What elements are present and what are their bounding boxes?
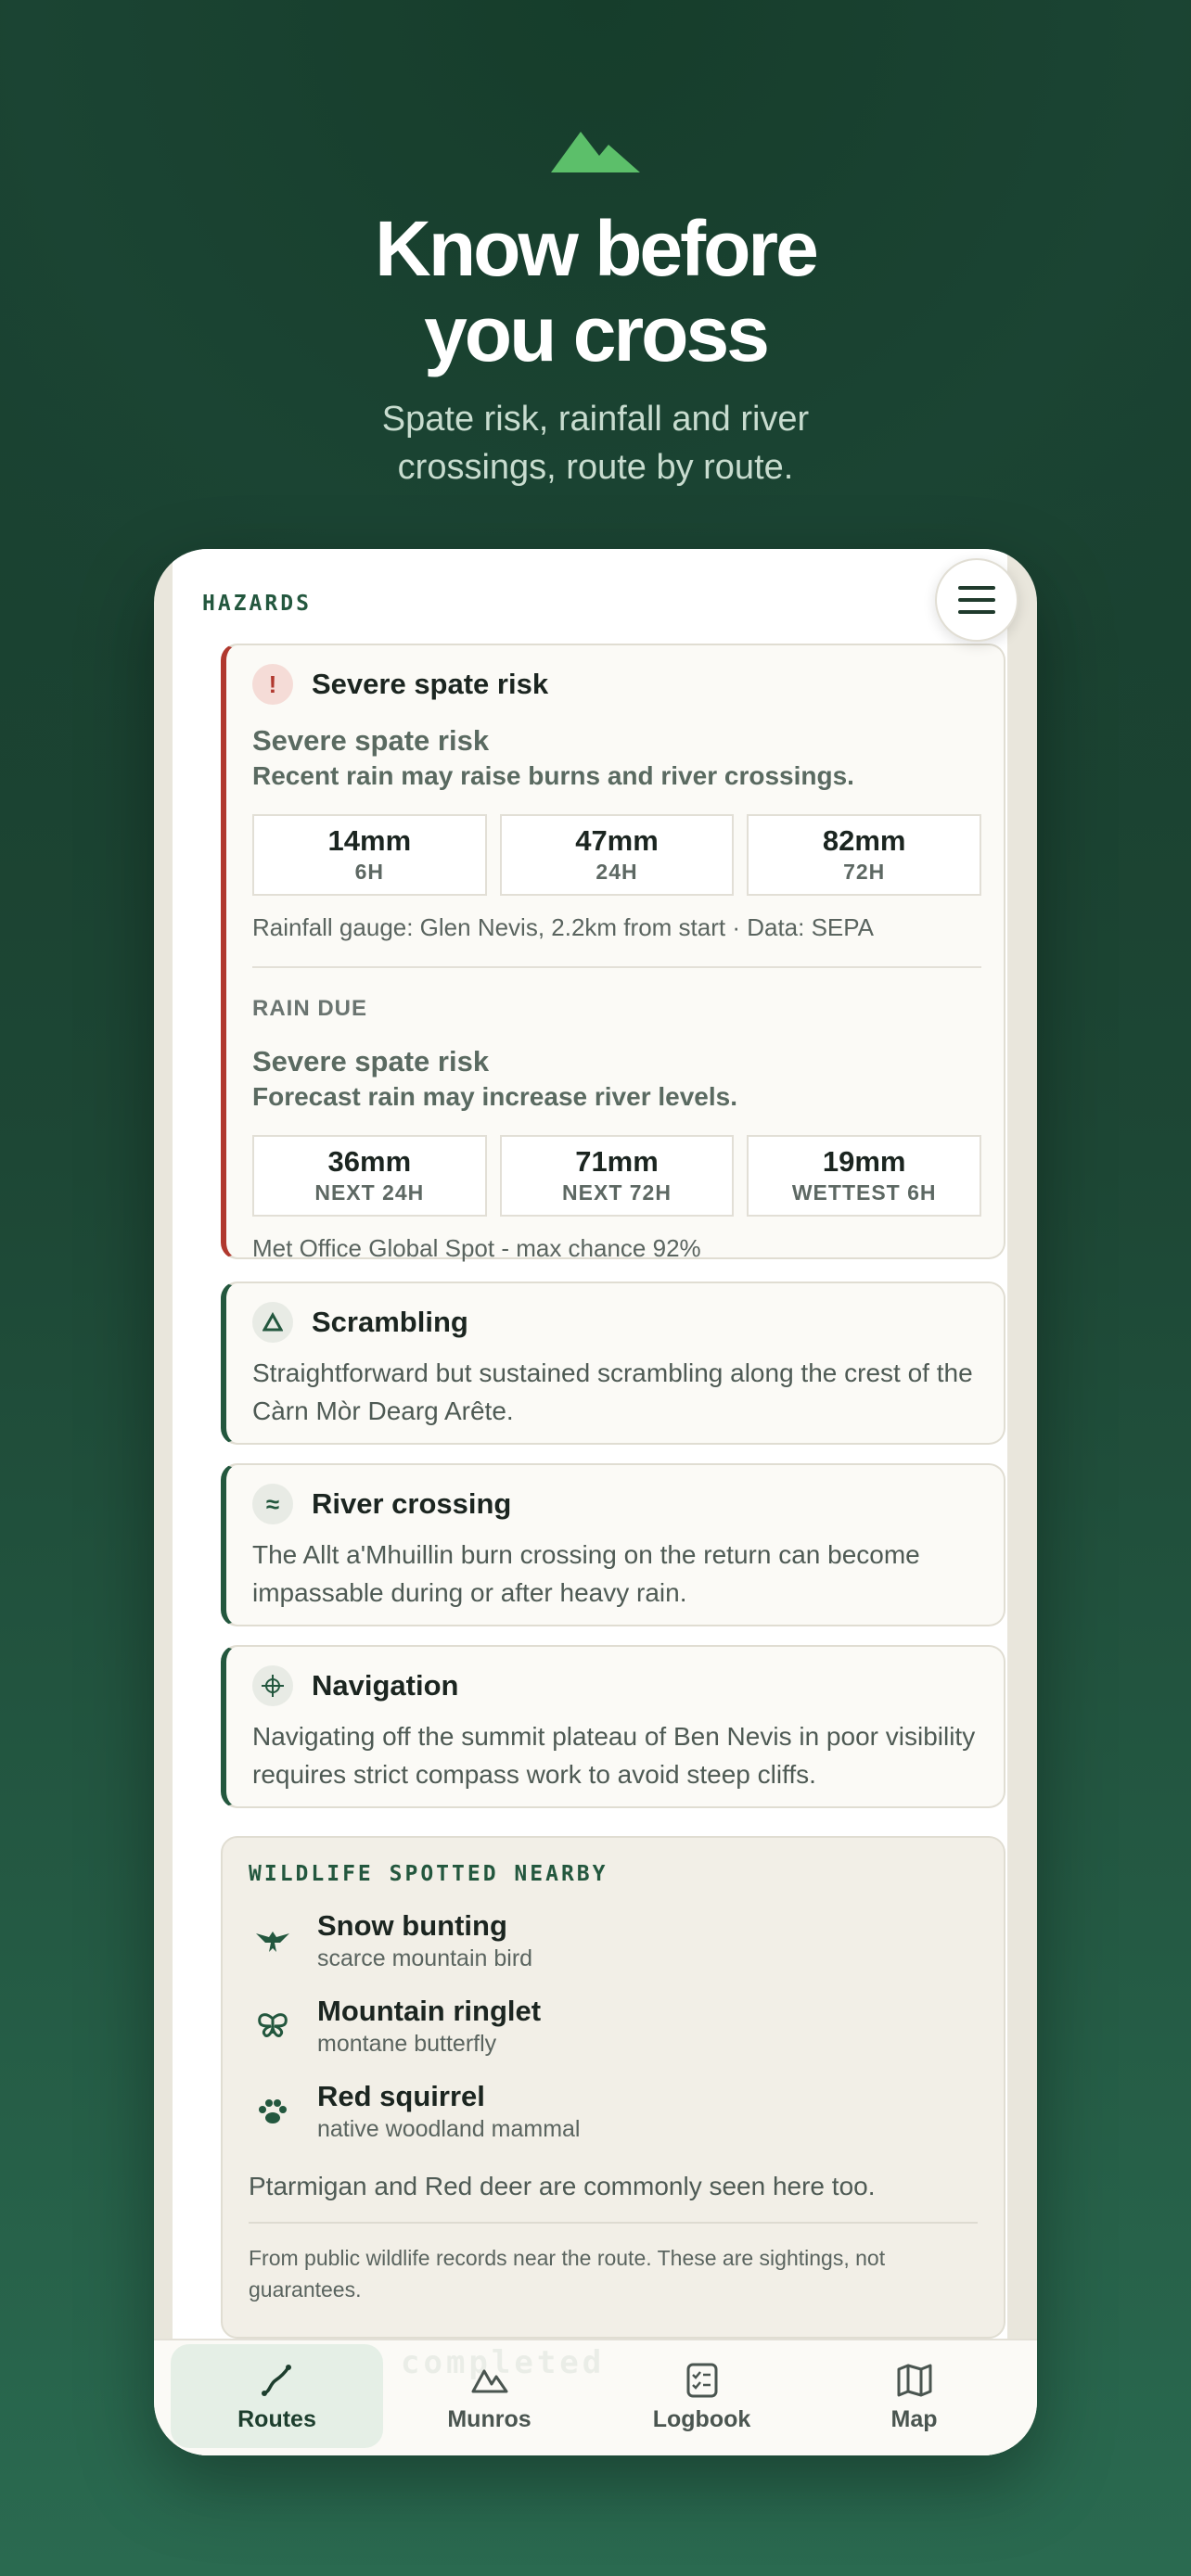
hamburger-menu-icon bbox=[958, 598, 995, 602]
headline-line-2: you cross bbox=[424, 290, 767, 377]
stat-value: 36mm bbox=[327, 1145, 412, 1178]
wildlife-item[interactable] bbox=[249, 2079, 978, 2144]
stat-value: 71mm bbox=[575, 1145, 659, 1178]
animal-description: montane butterfly bbox=[317, 2031, 497, 2057]
divider bbox=[252, 966, 981, 968]
tab-munros[interactable] bbox=[383, 2344, 596, 2448]
tab-label: Logbook bbox=[652, 2405, 751, 2432]
tab-routes[interactable] bbox=[171, 2344, 383, 2448]
animal-description: native woodland mammal bbox=[317, 2116, 581, 2142]
card-body: Straightforward but sustained scrambling along the crest of the Càrn Mòr Dearg Arête. bbox=[252, 1358, 973, 1425]
stat-label: NEXT 24H bbox=[314, 1180, 425, 1205]
stat-value: 14mm bbox=[327, 824, 412, 857]
wildlife-text bbox=[317, 1994, 541, 2059]
hazard-card-scrambling[interactable] bbox=[221, 1282, 1005, 1445]
card-header bbox=[252, 645, 981, 723]
forecast-risk-heading: Severe spate risk bbox=[252, 1045, 490, 1078]
tab-bar bbox=[154, 2339, 1037, 2455]
route-line-icon bbox=[257, 2360, 298, 2401]
menu-button[interactable] bbox=[935, 558, 1018, 642]
wildlife-text bbox=[317, 1908, 532, 1973]
animal-name: Red squirrel bbox=[317, 2080, 485, 2112]
stat-value: 19mm bbox=[822, 1145, 906, 1178]
card-title: River crossing bbox=[312, 1487, 512, 1520]
card-body: Navigating off the summit plateau of Ben Nevis in poor visibility requires strict compass work to avoid steep cliffs. bbox=[252, 1722, 976, 1789]
headline bbox=[0, 206, 1191, 376]
stat-label: 72H bbox=[843, 860, 886, 884]
card-header bbox=[252, 1283, 981, 1361]
headline-line-1: Know before bbox=[375, 205, 816, 292]
card-title: Severe spate risk bbox=[312, 668, 549, 700]
wildlife-source: From public wildlife records near the route. These are sightings, not guarantees. bbox=[249, 2246, 886, 2302]
stat-label: 24H bbox=[596, 860, 638, 884]
mountain-outline-icon bbox=[469, 2360, 510, 2401]
rainfall-stat bbox=[747, 814, 981, 896]
mountain-logo-icon bbox=[551, 128, 640, 172]
wildlife-note: Ptarmigan and Red deer are commonly seen here too. bbox=[249, 2172, 876, 2200]
ghost-text: completed bbox=[401, 2344, 606, 2381]
animal-description: scarce mountain bird bbox=[317, 1945, 533, 1971]
wildlife-label: WILDLIFE SPOTTED NEARBY bbox=[249, 1862, 608, 1886]
section-label-hazards: HAZARDS bbox=[202, 592, 312, 616]
device-frame bbox=[154, 549, 1037, 2455]
animal-name: Mountain ringlet bbox=[317, 1995, 542, 2027]
rainfall-stats bbox=[252, 814, 981, 896]
card-header bbox=[252, 1647, 981, 1725]
scrambling-triangle-icon bbox=[252, 1302, 293, 1343]
wildlife-panel bbox=[221, 1836, 1005, 2339]
wildlife-text bbox=[317, 2079, 580, 2144]
subheadline-line-2: crossings, route by route. bbox=[397, 448, 794, 487]
paw-print-icon bbox=[252, 2091, 293, 2132]
stat-value: 47mm bbox=[575, 824, 659, 857]
card-body: The Allt a'Mhuillin burn crossing on the return can become impassable during or after heavy rain. bbox=[252, 1540, 920, 1607]
stat-label: WETTEST 6H bbox=[791, 1180, 937, 1205]
butterfly-icon bbox=[252, 2006, 293, 2047]
rainfall-source: Rainfall gauge: Glen Nevis, 2.2km from start · Data: SEPA bbox=[252, 913, 875, 941]
current-risk-subheading: Recent rain may raise burns and river crossings. bbox=[252, 761, 854, 790]
map-icon bbox=[894, 2360, 935, 2401]
forecast-stat bbox=[252, 1135, 487, 1217]
tab-label: Routes bbox=[237, 2405, 316, 2432]
checklist-icon bbox=[682, 2360, 723, 2401]
card-title: Navigation bbox=[312, 1669, 459, 1702]
river-waves-icon: ≈ bbox=[252, 1484, 293, 1524]
forecast-stats bbox=[252, 1135, 981, 1217]
spate-risk-card[interactable] bbox=[221, 644, 1005, 1262]
app-screen bbox=[173, 549, 1007, 2455]
exclamation-icon: ! bbox=[252, 664, 293, 705]
forecast-risk-subheading: Forecast rain may increase river levels. bbox=[252, 1082, 737, 1111]
stat-label: 6H bbox=[354, 860, 385, 884]
rainfall-stat bbox=[252, 814, 487, 896]
tab-label: Munros bbox=[447, 2405, 531, 2432]
tab-label: Map bbox=[890, 2405, 938, 2432]
forecast-stat bbox=[747, 1135, 981, 1217]
hazard-card-river-crossing[interactable] bbox=[221, 1463, 1005, 1626]
tab-map[interactable] bbox=[808, 2344, 1020, 2448]
rainfall-stat bbox=[500, 814, 735, 896]
divider bbox=[249, 2222, 978, 2224]
stat-value: 82mm bbox=[822, 824, 906, 857]
forecast-stat bbox=[500, 1135, 735, 1217]
animal-name: Snow bunting bbox=[317, 1909, 507, 1942]
subheadline-line-1: Spate risk, rainfall and river bbox=[381, 400, 810, 439]
wildlife-item[interactable] bbox=[249, 1994, 978, 2059]
card-title: Scrambling bbox=[312, 1306, 468, 1338]
rain-due-label: RAIN DUE bbox=[252, 996, 368, 1021]
card-header bbox=[252, 1465, 981, 1543]
forecast-source: Met Office Global Spot - max chance 92% bbox=[252, 1234, 701, 1262]
tab-logbook[interactable] bbox=[596, 2344, 808, 2448]
stat-label: NEXT 72H bbox=[562, 1180, 672, 1205]
subheadline bbox=[317, 395, 874, 491]
current-risk-heading: Severe spate risk bbox=[252, 724, 490, 757]
bird-icon bbox=[252, 1920, 293, 1961]
wildlife-item[interactable] bbox=[249, 1908, 978, 1973]
hazard-card-navigation[interactable] bbox=[221, 1645, 1005, 1808]
crosshair-compass-icon bbox=[252, 1665, 293, 1706]
